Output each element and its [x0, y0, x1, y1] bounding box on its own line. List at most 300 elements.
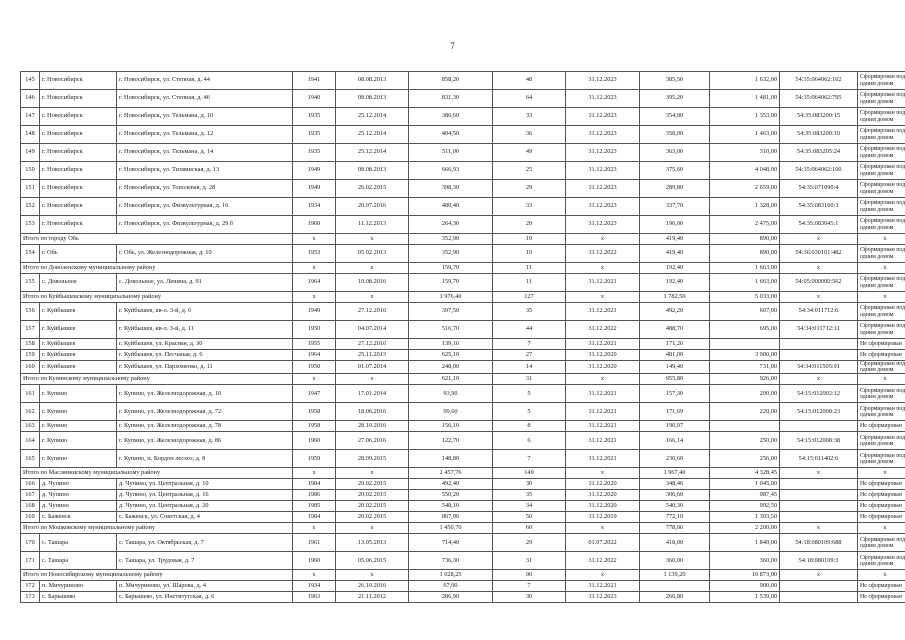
cell-no: 163: [21, 421, 40, 432]
cell-area: 248,00: [409, 361, 493, 374]
cell-residents: 50: [493, 512, 566, 523]
cell-date: 20.02.2015: [336, 479, 409, 490]
cell-year: 1950: [293, 361, 336, 374]
cell-date: х: [336, 234, 409, 245]
table-row: [21, 198, 905, 216]
cell-no: 160: [21, 361, 40, 374]
cell-address: д. Чупино, ул. Центральная, д. 16: [117, 490, 293, 501]
cell-status: Не сформирован: [858, 581, 905, 592]
cell-deadline: 31.12.2020: [566, 350, 640, 361]
cell-deadline: 31.12.2023: [566, 144, 640, 162]
cell-area-to-resettle: 926,00: [710, 374, 780, 385]
cell-residents: 30: [493, 592, 566, 603]
cell-area-resettled: 778,00: [640, 523, 710, 534]
cell-status: Не сформирован: [858, 592, 905, 603]
cell-area-to-resettle: [710, 339, 780, 350]
cell-area: 1 450,70: [409, 523, 493, 534]
cell-settlement: г. Купино: [40, 450, 117, 468]
cell-residents: 5: [493, 403, 566, 421]
cell-address: г. Купино, ул. Железнодорожная, д. 72: [117, 403, 293, 421]
cell-deadline: 31.12.2023: [566, 90, 640, 108]
cell-address: с. Ташара, ул. Трудовая, д. 7: [117, 552, 293, 570]
cell-cadastral: 54:35:083200:10: [780, 126, 858, 144]
cell-area-to-resettle: 2 200,00: [710, 523, 780, 534]
cell-settlement: г. Куйбышев: [40, 361, 117, 374]
subtotal-row: [21, 523, 905, 534]
cell-status: Сформирован под одним домом: [858, 432, 905, 450]
table-row: [21, 552, 905, 570]
cell-area-resettled: 395,20: [640, 90, 710, 108]
cell-residents: 14: [493, 361, 566, 374]
cell-area: 139,10: [409, 339, 493, 350]
cell-year: х: [293, 523, 336, 534]
cell-cadastral: 54:15:012008:38: [780, 432, 858, 450]
cell-deadline: 31.12.2021: [566, 450, 640, 468]
cell-address: г. Куйбышев, ул. Песчаная, д. 6: [117, 350, 293, 361]
cell-year: 1934: [293, 198, 336, 216]
cell-residents: 19: [493, 234, 566, 245]
cell-date: 21.11.2012: [336, 592, 409, 603]
cell-date: 25.12.2014: [336, 126, 409, 144]
cell-year: х: [293, 570, 336, 581]
cell-area: 867,06: [409, 512, 493, 523]
cell-date: 26.02.2015: [336, 180, 409, 198]
cell-address: г. Купино, ул. Железнодорожная, д. 10: [117, 385, 293, 403]
cell-date: 05.02.2013: [336, 245, 409, 263]
cell-address: г. Новосибирск, ул. Физкультурная, д. 16: [117, 198, 293, 216]
cell-cadastral: 54:35:083045:1: [780, 216, 858, 234]
cell-deadline: 31.12.2023: [566, 72, 640, 90]
cell-no: 169: [21, 512, 40, 523]
cell-status: х: [858, 263, 905, 274]
cell-address: г. Купино, п. Кордон лесхоз, д. 8: [117, 450, 293, 468]
cell-date: 08.08.2013: [336, 162, 409, 180]
cell-area: 67,00: [409, 581, 493, 592]
cell-deadline: 31.12.2021: [566, 274, 640, 292]
cell-area: 386,60: [409, 108, 493, 126]
cell-area: 831,30: [409, 90, 493, 108]
cell-settlement: г. Новосибирск: [40, 198, 117, 216]
cell-year: 1955: [293, 339, 336, 350]
cell-status: Сформирован под одним домом: [858, 245, 905, 263]
cell-deadline: 31.12.2019: [566, 512, 640, 523]
cell-deadline: х: [566, 523, 640, 534]
table-row: [21, 479, 905, 490]
cell-settlement: с. Баженск: [40, 512, 117, 523]
cell-residents: 64: [493, 90, 566, 108]
cell-area-resettled: 1 782,50: [640, 292, 710, 303]
cell-cadastral: 54:15:011402:6: [780, 450, 858, 468]
cell-address: г. Обь, ул. Железнодорожная, д. 10: [117, 245, 293, 263]
cell-address: г. Новосибирск, ул. Тельмана, д. 10: [117, 108, 293, 126]
cell-status: Не сформирован: [858, 350, 905, 361]
cell-residents: 30: [493, 479, 566, 490]
cell-deadline: 31.12.2023: [566, 162, 640, 180]
cell-year: 1960: [293, 432, 336, 450]
cell-cadastral: 54:35:083205:24: [780, 144, 858, 162]
cell-status: Не сформирован: [858, 490, 905, 501]
cell-year: 1963: [293, 592, 336, 603]
cell-status: Сформирован под одним домом: [858, 552, 905, 570]
cell-area-to-resettle: 200,00: [710, 385, 780, 403]
cell-date: 20.07.2016: [336, 198, 409, 216]
cell-date: 25.12.2014: [336, 108, 409, 126]
cell-address: г. Куйбышев, кв-л. 3-й, д. 6: [117, 303, 293, 321]
cell-deadline: х: [566, 263, 640, 274]
cell-area: 1 028,25: [409, 570, 493, 581]
cell-area-to-resettle: 4 048,00: [710, 162, 780, 180]
cell-area-to-resettle: 310,00: [710, 144, 780, 162]
cell-date: 18.06.2016: [336, 403, 409, 421]
cell-area-resettled: 337,70: [640, 198, 710, 216]
cell-area-to-resettle: 987,45: [710, 490, 780, 501]
cell-area-resettled: 492,20: [640, 303, 710, 321]
cell-deadline: 31.12.2021: [566, 432, 640, 450]
cell-settlement: г. Новосибирск: [40, 180, 117, 198]
cell-year: 1947: [293, 385, 336, 403]
cell-deadline: 31.12.2021: [566, 303, 640, 321]
cell-deadline: 31.12.2021: [566, 421, 640, 432]
cell-area-to-resettle: 1 481,00: [710, 90, 780, 108]
cell-date: 25.11.2013: [336, 350, 409, 361]
cell-status: Сформирован под одним домом: [858, 108, 905, 126]
cell-deadline: 31.12.2023: [566, 126, 640, 144]
cell-settlement: г. Куйбышев: [40, 321, 117, 339]
cell-area-resettled: 488,70: [640, 321, 710, 339]
cell-year: 1935: [293, 144, 336, 162]
cell-residents: 7: [493, 339, 566, 350]
cell-settlement: п. Мичуриново: [40, 581, 117, 592]
cell-residents: 8: [493, 421, 566, 432]
cell-settlement: г. Новосибирск: [40, 162, 117, 180]
cell-area-to-resettle: 1 840,00: [710, 534, 780, 552]
cell-area-to-resettle: 4 328,45: [710, 468, 780, 479]
cell-status: Сформирован под одним домом: [858, 450, 905, 468]
cell-area-resettled: 166,14: [640, 432, 710, 450]
cell-status: Сформирован под одним домом: [858, 144, 905, 162]
cell-deadline: 31.12.2021: [566, 339, 640, 350]
cell-cadastral: [780, 490, 858, 501]
cell-residents: 27: [493, 350, 566, 361]
cell-area: 93,90: [409, 385, 493, 403]
cell-area-to-resettle: 1 539,00: [710, 592, 780, 603]
cell-date: х: [336, 374, 409, 385]
cell-residents: 20: [493, 216, 566, 234]
cell-area: 159,70: [409, 263, 493, 274]
cell-year: 1949: [293, 162, 336, 180]
subtotal-label: Итого по Доволенскому муниципальному району: [21, 263, 293, 274]
subtotal-label: Итого по Маслянинскому муниципальному району: [21, 468, 293, 479]
cell-no: 171: [21, 552, 40, 570]
cell-residents: 90: [493, 570, 566, 581]
cell-cadastral: х: [780, 234, 858, 245]
cell-no: 153: [21, 216, 40, 234]
cell-residents: 5: [493, 385, 566, 403]
table-row: [21, 450, 905, 468]
cell-area: 511,00: [409, 144, 493, 162]
subtotal-row: [21, 292, 905, 303]
cell-residents: 35: [493, 303, 566, 321]
subtotal-label: Итого по городу Обь: [21, 234, 293, 245]
cell-status: Сформирован под одним домом: [858, 90, 905, 108]
cell-area-resettled: 230,60: [640, 450, 710, 468]
subtotal-label: Итого по Мошковскому муниципальному району: [21, 523, 293, 534]
cell-cadastral: 54:34:011712:11: [780, 321, 858, 339]
cell-cadastral: [780, 581, 858, 592]
cell-status: Сформирован под одним домом: [858, 162, 905, 180]
cell-residents: 49: [493, 144, 566, 162]
cell-settlement: г. Новосибирск: [40, 72, 117, 90]
cell-cadastral: 54:34:011712:6: [780, 303, 858, 321]
cell-year: 1960: [293, 216, 336, 234]
cell-deadline: 31.12.2021: [566, 385, 640, 403]
table-row: [21, 361, 905, 374]
cell-area-to-resettle: 1 632,00: [710, 72, 780, 90]
table-row: [21, 403, 905, 421]
cell-area-to-resettle: 360,00: [710, 552, 780, 570]
cell-status: Сформирован под одним домом: [858, 385, 905, 403]
cell-deadline: 31.12.2020: [566, 479, 640, 490]
cell-date: 13.05.2013: [336, 534, 409, 552]
cell-area: 492,40: [409, 479, 493, 490]
cell-year: х: [293, 263, 336, 274]
cell-date: х: [336, 523, 409, 534]
cell-area-to-resettle: 1 303,50: [710, 512, 780, 523]
cell-area-to-resettle: 695,00: [710, 321, 780, 339]
cell-area-to-resettle: 992,50: [710, 501, 780, 512]
cell-residents: 25: [493, 162, 566, 180]
cell-settlement: г. Новосибирск: [40, 108, 117, 126]
cell-date: 17.01.2014: [336, 385, 409, 403]
cell-area-resettled: 360,00: [640, 552, 710, 570]
cell-area: 122,70: [409, 432, 493, 450]
cell-area-to-resettle: 2 659,00: [710, 180, 780, 198]
cell-area-to-resettle: 1 045,00: [710, 479, 780, 490]
table-row: [21, 501, 905, 512]
cell-address: д. Чупино, ул. Центральная, д. 10: [117, 479, 293, 490]
cell-residents: 6: [493, 432, 566, 450]
cell-status: Сформирован под одним домом: [858, 534, 905, 552]
cell-deadline: 31.12.2021: [566, 581, 640, 592]
cell-no: 146: [21, 90, 40, 108]
cell-cadastral: 54:35:071090:4: [780, 180, 858, 198]
table-row: [21, 581, 905, 592]
cell-no: 168: [21, 501, 40, 512]
cell-year: 1960: [293, 552, 336, 570]
cell-residents: 35: [493, 490, 566, 501]
cell-deadline: 31.12.2022: [566, 321, 640, 339]
cell-area: 352,90: [409, 245, 493, 263]
cell-no: 157: [21, 321, 40, 339]
cell-cadastral: 54:35:064062:795: [780, 90, 858, 108]
cell-no: 155: [21, 274, 40, 292]
cell-address: г. Новосибирск, ул. Тихвинская, д. 13: [117, 162, 293, 180]
table-row: [21, 216, 905, 234]
table-row: [21, 432, 905, 450]
subtotal-row: [21, 570, 905, 581]
cell-cadastral: 54:15:012002:12: [780, 385, 858, 403]
cell-cadastral: 54:18:080109:688: [780, 534, 858, 552]
cell-area-to-resettle: 256,00: [710, 450, 780, 468]
cell-deadline: 31.12.2021: [566, 403, 640, 421]
cell-area: 2 457,76: [409, 468, 493, 479]
cell-residents: 149: [493, 468, 566, 479]
table-row: [21, 421, 905, 432]
cell-area: 286,90: [409, 592, 493, 603]
cell-area-to-resettle: [710, 421, 780, 432]
cell-date: 20.02.2015: [336, 490, 409, 501]
cell-area-resettled: 1 967,40: [640, 468, 710, 479]
cell-settlement: г. Куйбышев: [40, 303, 117, 321]
cell-residents: 11: [493, 263, 566, 274]
cell-date: 26.10.2016: [336, 581, 409, 592]
cell-area-to-resettle: 250,00: [710, 432, 780, 450]
cell-cadastral: [780, 512, 858, 523]
cell-date: 27.12.2016: [336, 339, 409, 350]
cell-no: 147: [21, 108, 40, 126]
cell-area-resettled: 772,10: [640, 512, 710, 523]
table-row: [21, 490, 905, 501]
cell-address: д. Чупино, ул. Центральная, д. 20: [117, 501, 293, 512]
cell-address: г. Новосибирск, ул. Степная, д. 44: [117, 72, 293, 90]
cell-area-to-resettle: 1 353,00: [710, 108, 780, 126]
cell-area: 736,30: [409, 552, 493, 570]
cell-cadastral: 54:35:064062:100: [780, 162, 858, 180]
cell-area-resettled: 157,30: [640, 385, 710, 403]
cell-status: Сформирован под одним домом: [858, 321, 905, 339]
cell-date: 01.07.2014: [336, 361, 409, 374]
table-row: [21, 303, 905, 321]
cell-no: 152: [21, 198, 40, 216]
cell-area-resettled: 190,07: [640, 421, 710, 432]
cell-address: г. Купино, ул. Железнодорожная, д. 78: [117, 421, 293, 432]
cell-settlement: г. Купино: [40, 421, 117, 432]
cell-residents: 60: [493, 523, 566, 534]
cell-area-to-resettle: 1 463,00: [710, 126, 780, 144]
cell-status: х: [858, 292, 905, 303]
table-body: [21, 72, 905, 603]
cell-area-to-resettle: 900,00: [710, 581, 780, 592]
cell-area-resettled: 419,40: [640, 234, 710, 245]
cell-deadline: 31.12.2022: [566, 552, 640, 570]
cell-cadastral: 54:35:064062:102: [780, 72, 858, 90]
cell-status: Сформирован под одним домом: [858, 180, 905, 198]
cell-residents: 33: [493, 198, 566, 216]
cell-date: 11.12.2013: [336, 216, 409, 234]
cell-year: 1941: [293, 72, 336, 90]
table-row: [21, 592, 905, 603]
table-row: [21, 274, 905, 292]
table-row: [21, 90, 905, 108]
cell-date: 08.08.2013: [336, 72, 409, 90]
cell-cadastral: [780, 421, 858, 432]
table-row: [21, 245, 905, 263]
cell-area: 156,10: [409, 421, 493, 432]
cell-settlement: с. Ташара: [40, 552, 117, 570]
subtotal-row: [21, 263, 905, 274]
cell-address: с. Ташара, ул. Октябрьская, д. 7: [117, 534, 293, 552]
cell-status: х: [858, 570, 905, 581]
cell-area-resettled: 192,40: [640, 274, 710, 292]
cell-deadline: 31.12.2020: [566, 361, 640, 374]
cell-address: г. Новосибирск, ул. Степная, д. 46: [117, 90, 293, 108]
cell-deadline: х: [566, 292, 640, 303]
cell-settlement: г. Купино: [40, 432, 117, 450]
cell-area-resettled: 418,00: [640, 534, 710, 552]
cell-area-to-resettle: 731,00: [710, 361, 780, 374]
cell-cadastral: 54:35:083160:3: [780, 198, 858, 216]
cell-area-resettled: 171,69: [640, 403, 710, 421]
cell-settlement: г. Новосибирск: [40, 144, 117, 162]
cell-area: 159,70: [409, 274, 493, 292]
cell-date: х: [336, 570, 409, 581]
cell-area-resettled: 481,00: [640, 350, 710, 361]
cell-deadline: 31.12.2022: [566, 245, 640, 263]
cell-area-resettled: 196,00: [640, 216, 710, 234]
cell-address: г. Куйбышев, ул. Пархоменко, д. 11: [117, 361, 293, 374]
cell-status: Не сформирован: [858, 501, 905, 512]
cell-cadastral: 54:05:000000:562: [780, 274, 858, 292]
cell-area-resettled: 540,30: [640, 501, 710, 512]
cell-deadline: 31.12.2023: [566, 216, 640, 234]
cell-residents: 36: [493, 126, 566, 144]
subtotal-row: [21, 374, 905, 385]
table-row: [21, 339, 905, 350]
cell-cadastral: 54:18:080109:3: [780, 552, 858, 570]
cell-year: 1958: [293, 421, 336, 432]
cell-area: 548,10: [409, 501, 493, 512]
cell-address: с. Барышево, ул. Институтская, д. 6: [117, 592, 293, 603]
cell-address: г. Новосибирск, ул. Тополевая, д. 28: [117, 180, 293, 198]
cell-cadastral: [780, 592, 858, 603]
cell-settlement: г. Новосибирск: [40, 216, 117, 234]
cell-area-to-resettle: 5 033,00: [710, 292, 780, 303]
cell-cadastral: [780, 501, 858, 512]
cell-address: г. Новосибирск, ул. Тельмана, д. 12: [117, 126, 293, 144]
cell-residents: 127: [493, 292, 566, 303]
cell-area: 397,50: [409, 303, 493, 321]
cell-status: Сформирован под одним домом: [858, 361, 905, 374]
cell-status: Не сформирован: [858, 339, 905, 350]
table-row: [21, 108, 905, 126]
cell-deadline: 01.07.2022: [566, 534, 640, 552]
cell-status: Сформирован под одним домом: [858, 274, 905, 292]
cell-no: 164: [21, 432, 40, 450]
cell-area: 1 976,40: [409, 292, 493, 303]
cell-area: 625,10: [409, 350, 493, 361]
page-number: 7: [450, 41, 455, 51]
cell-settlement: д. Чупино: [40, 479, 117, 490]
cell-deadline: х: [566, 570, 640, 581]
cell-year: х: [293, 374, 336, 385]
cell-area-to-resettle: 3 000,00: [710, 350, 780, 361]
table-row: [21, 350, 905, 361]
cell-area-resettled: 419,40: [640, 245, 710, 263]
cell-address: п. Мичуриново, ул. Шарова, д. 4: [117, 581, 293, 592]
cell-status: Сформирован под одним домом: [858, 126, 905, 144]
cell-area: 714,40: [409, 534, 493, 552]
cell-settlement: с. Ташара: [40, 534, 117, 552]
cell-area-to-resettle: 890,00: [710, 234, 780, 245]
cell-date: 28.09.2015: [336, 450, 409, 468]
cell-cadastral: х: [780, 374, 858, 385]
cell-settlement: с. Довольное: [40, 274, 117, 292]
subtotal-label: Итого по Новосибирскому муниципальному району: [21, 570, 293, 581]
cell-area: 99,60: [409, 403, 493, 421]
cell-year: 1950: [293, 321, 336, 339]
subtotal-row: [21, 468, 905, 479]
table-row: [21, 321, 905, 339]
